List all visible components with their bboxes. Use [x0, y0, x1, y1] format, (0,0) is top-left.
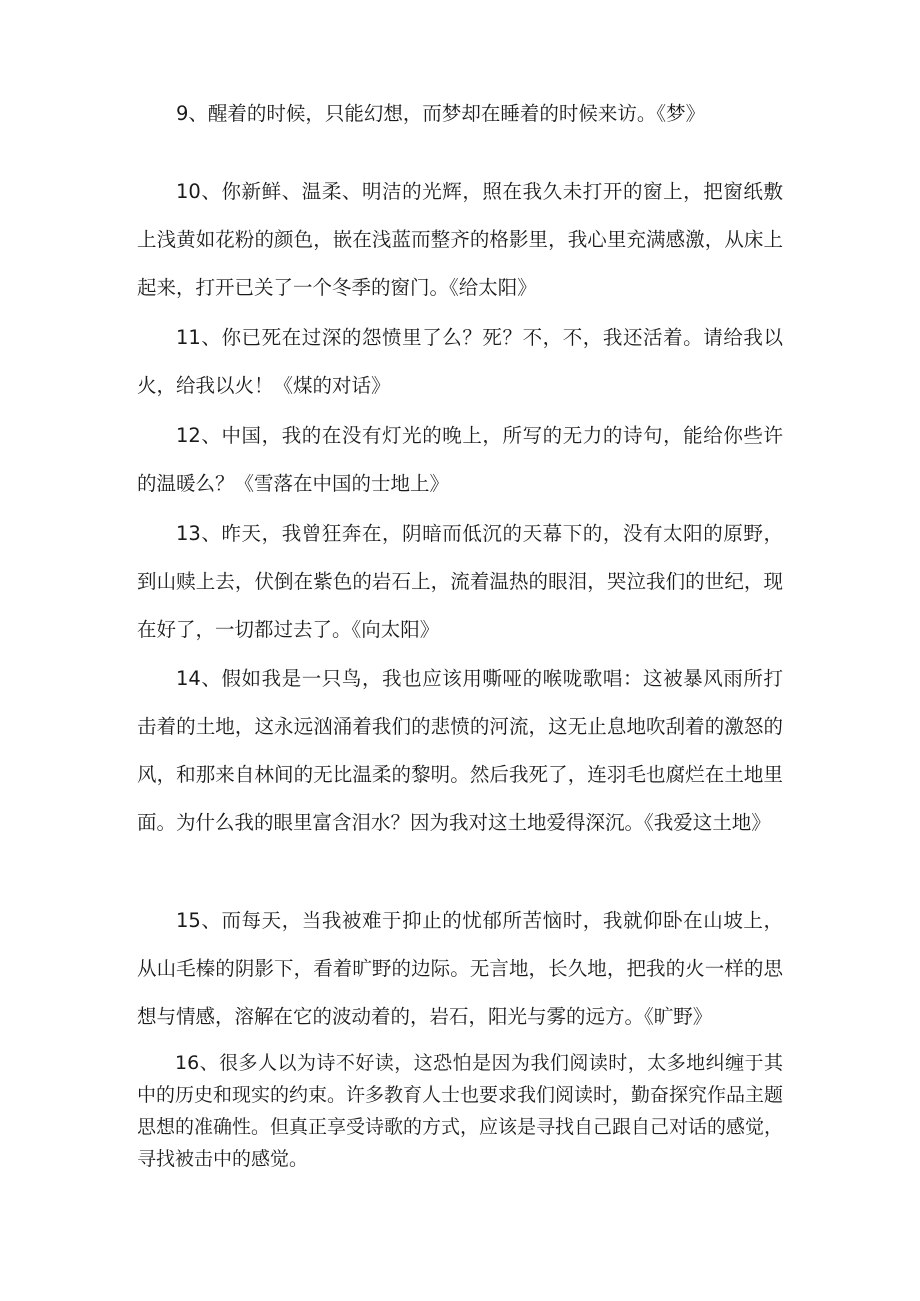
- paragraph-14: 14、假如我是一只鸟，我也应该用嘶哑的喉咙歌唱：这被暴风雨所打击着的土地，这永远汹涌着我们的悲愤的河流，这无止息地吹刮着的激怒的风，和那来自林间的无比温柔的黎明。然后我死了，连羽毛也腐烂在土地里面。为什么我的眼里富含泪水？因为我对这土地爱得深沉。《我爱这土地》: [137, 667, 783, 834]
- paragraph-12: 12、中国，我的在没有灯光的晚上，所写的无力的诗句，能给你些许的温暖么？《雪落在中国的士地上》: [137, 424, 783, 495]
- paragraph-15: 15、而每天，当我被难于抑止的忧郁所苦恼时，我就仰卧在山坡上，从山毛榛的阴影下，看着旷野的边际。无言地，长久地，把我的火一样的思想与情感，溶解在它的波动着的，岩石，阳光与雾的远方。《旷野》: [137, 909, 783, 1028]
- paragraph-16: 16、很多人以为诗不好读，这恐怕是因为我们阅读时，太多地纠缠于其中的历史和现实的约束。许多教育人士也要求我们阅读时，勤奋探究作品主题思想的准确性。但真正享受诗歌的方式，应该是寻找自己跟自己对话的感觉，寻找被击中的感觉。: [137, 1052, 784, 1170]
- paragraph-11: 11、你已死在过深的怨愤里了么？死？不，不，我还活着。请给我以火，给我以火！《煤的对话》: [137, 326, 783, 397]
- paragraph-9: 9、醒着的时候，只能幻想，而梦却在睡着的时候来访。《梦》: [176, 102, 706, 125]
- paragraph-10: 10、你新鲜、温柔、明洁的光辉，照在我久未打开的窗上，把窗纸敷上浅黄如花粉的颜色，嵌在浅蓝而整齐的格影里，我心里充满感激，从床上起来，打开已关了一个冬季的窗门。《给太阳》: [137, 180, 783, 299]
- paragraph-13: 13、昨天，我曾狂奔在，阴暗而低沉的天幕下的，没有太阳的原野，到山赎上去，伏倒在紫色的岩石上，流着温热的眼泪，哭泣我们的世纪，现在好了，一切都过去了。《向太阳》: [137, 522, 783, 641]
